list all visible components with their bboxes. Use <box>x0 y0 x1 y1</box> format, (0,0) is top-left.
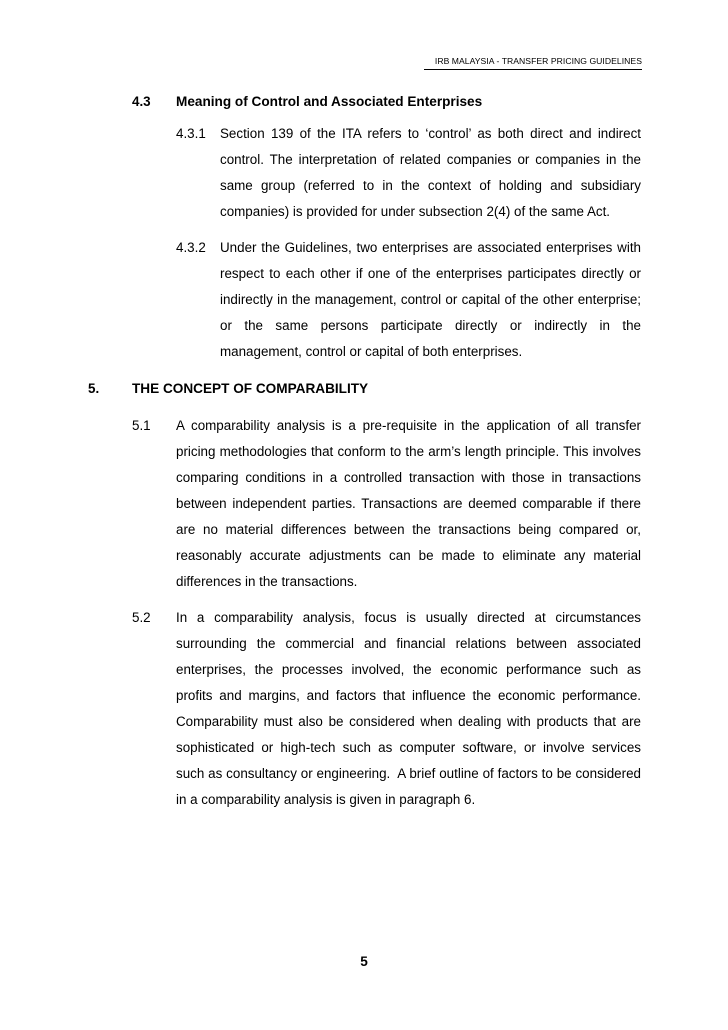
page-number: 5 <box>360 954 368 969</box>
clause-5-2-text: In a comparability analysis, focus is usually directed at circumstances surrounding the commercial and financial relations between associated enterprises, the processes involved, the economic performance such as profits and margins, and factors that influence the economic performance. Comparability must also be considered when dealing with products that are sophisticated or high-tech such as computer software, or involve services such as consultancy or engineering. A brief outline of factors to be considered in a comparability analysis is given in paragraph 6. <box>176 610 641 807</box>
running-header: IRB MALAYSIA - TRANSFER PRICING GUIDELINES <box>434 56 642 66</box>
section-5-title: THE CONCEPT OF COMPARABILITY <box>132 381 369 396</box>
clause-4-3-1-text: Section 139 of the ITA refers to ‘control’ as both direct and indirect control. The interpretation of related companies or companies in the same group (referred to in the context of holding and subsidiary companies) is provided for under subsection 2(4) of the same Act. <box>220 126 641 219</box>
clause-5-2-number: 5.2 <box>132 610 151 625</box>
header-rule <box>424 69 642 70</box>
clause-4-3-2-number: 4.3.2 <box>176 240 206 255</box>
clause-5-1-text: A comparability analysis is a pre-requisite in the application of all transfer pricing methodologies that conform to the arm’s length principle. This involves comparing conditions in a controlled transaction with those in transactions between independent parties. Transactions are deemed comparable if there are no material differences between the transactions being compared or, reasonably accurate adjustments can be made to eliminate any material differences in the transactions. <box>176 418 641 589</box>
clause-4-3-2-text: Under the Guidelines, two enterprises are associated enterprises with respect to each other if one of the enterprises participates directly or indirectly in the management, control or capital of the other enterprise; or the same persons participate directly or indirectly in the management, control or capital of both enterprises. <box>220 240 641 359</box>
section-5-number: 5. <box>88 381 100 396</box>
section-4-3-title: Meaning of Control and Associated Enterprises <box>176 94 483 109</box>
clause-5-1-number: 5.1 <box>132 418 151 433</box>
section-4-3-number: 4.3 <box>132 94 151 109</box>
clause-4-3-1-number: 4.3.1 <box>176 126 206 141</box>
